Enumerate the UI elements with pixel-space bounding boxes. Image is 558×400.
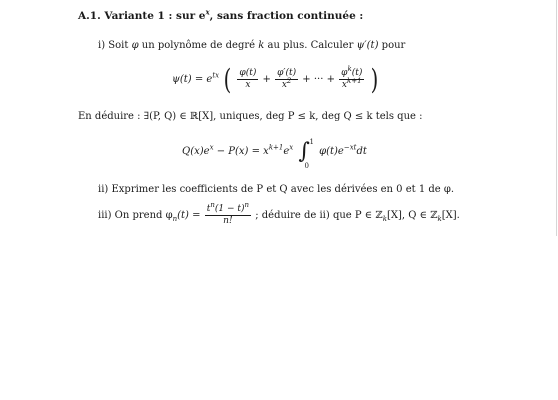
- section-title: [104, 7, 364, 22]
- formula-integral-mid: − P(x) = x: [216, 146, 269, 157]
- formula-integral-mid2-exp: x: [289, 143, 294, 152]
- item-i-text3: pour: [381, 40, 406, 51]
- fraction-1-num: φ(t): [239, 68, 257, 78]
- formula-integral-mid-exp: k+1: [268, 143, 284, 152]
- fraction-3: [339, 65, 364, 91]
- item-i-text2: au plus. Calculer: [267, 40, 354, 51]
- integral-lower-limit: 0: [304, 161, 309, 170]
- formula-integral-rhs-exp: −xt: [343, 143, 357, 152]
- fraction-2: [275, 68, 298, 91]
- item-iii: [98, 200, 460, 232]
- formula-integral-lhs-exp: x: [209, 143, 214, 152]
- formula-integral-dt: dt: [356, 146, 367, 157]
- fraction-2-den-exp: 2: [286, 77, 292, 85]
- item-iii-rest3: [X].: [441, 210, 460, 221]
- formula-integral-lhs: Q(x)e: [182, 146, 210, 157]
- item-i-psi-prime: ψ′(t): [356, 40, 379, 51]
- item-iii-rest2: [X], Q ∈ ℤ: [386, 210, 438, 221]
- formula-integral: [182, 136, 367, 168]
- section-title-rest: , sans fraction continuée :: [209, 10, 364, 22]
- formula-integral-rhs: φ(t)e: [319, 146, 344, 157]
- item-iii-sub-n: n: [172, 215, 178, 223]
- page-edge-rule: [556, 0, 557, 236]
- item-iii-sub-k1: k: [382, 215, 387, 223]
- deduce-line: En déduire : ∃(P, Q) ∈ ℝ[X], uniques, deg P ≤ k, deg Q ≤ k tels que :: [78, 111, 423, 122]
- item-ii: ii) Exprimer les coefficients de P et Q avec les dérivées en 0 et 1 de φ.: [98, 184, 455, 195]
- fraction-1: [237, 68, 258, 91]
- section-heading: [78, 7, 364, 22]
- fraction-phi-n-num-rest: (1 − t): [214, 204, 245, 214]
- right-paren: ): [370, 62, 378, 96]
- item-i-k: k: [258, 40, 265, 51]
- left-paren: (: [223, 62, 232, 96]
- fraction-phi-n-den: n!: [223, 216, 233, 226]
- fraction-3-den: [339, 77, 364, 91]
- fraction-2-den-base: x: [281, 80, 287, 90]
- section-number: A.1.: [78, 10, 101, 22]
- fraction-2-den: [275, 77, 298, 91]
- section-title-text: Variante 1 : sur e: [104, 10, 206, 22]
- fraction-3-den-base: x: [341, 80, 347, 90]
- section-title-exponent: x: [205, 7, 210, 17]
- fraction-phi-n-num: [205, 201, 251, 216]
- fraction-3-num-exp: k: [347, 65, 352, 73]
- fraction-1-den: x: [245, 80, 251, 90]
- item-i-text: un polynôme de degré: [141, 40, 256, 51]
- plus-sign: +: [262, 74, 271, 85]
- fraction-3-num-base: φ: [341, 68, 348, 78]
- ellipsis-sum: + ··· +: [302, 74, 335, 85]
- fraction-3-num-rest: (t): [351, 68, 363, 78]
- item-i-phi: φ: [131, 40, 139, 51]
- formula-psi: [172, 64, 379, 96]
- item-iii-eq: (t) =: [177, 210, 201, 221]
- fraction-3-den-exp: k+1: [347, 77, 362, 85]
- fraction-phi-n-num-t: t: [206, 204, 211, 214]
- integral-upper-limit: 1: [309, 137, 314, 146]
- formula-psi-lhs-exp: tx: [212, 71, 220, 80]
- fraction-2-num: φ′(t): [277, 68, 297, 78]
- formula-integral-mid2: e: [283, 146, 290, 157]
- item-iii-prefix: iii) On prend φ: [98, 210, 173, 221]
- integral-sign: ∫ 1 0: [298, 137, 314, 170]
- fraction-phi-n: [205, 201, 251, 227]
- item-iii-rest: ; déduire de ii) que P ∈ ℤ: [255, 210, 383, 221]
- item-i: [98, 40, 405, 52]
- item-i-prefix: i) Soit: [98, 40, 129, 51]
- item-iii-sub-k2: k: [437, 215, 442, 223]
- formula-psi-lhs: ψ(t) = e: [172, 74, 213, 85]
- fraction-phi-n-num-exp: n: [210, 201, 215, 209]
- fraction-phi-n-num-exp2: n: [244, 201, 250, 209]
